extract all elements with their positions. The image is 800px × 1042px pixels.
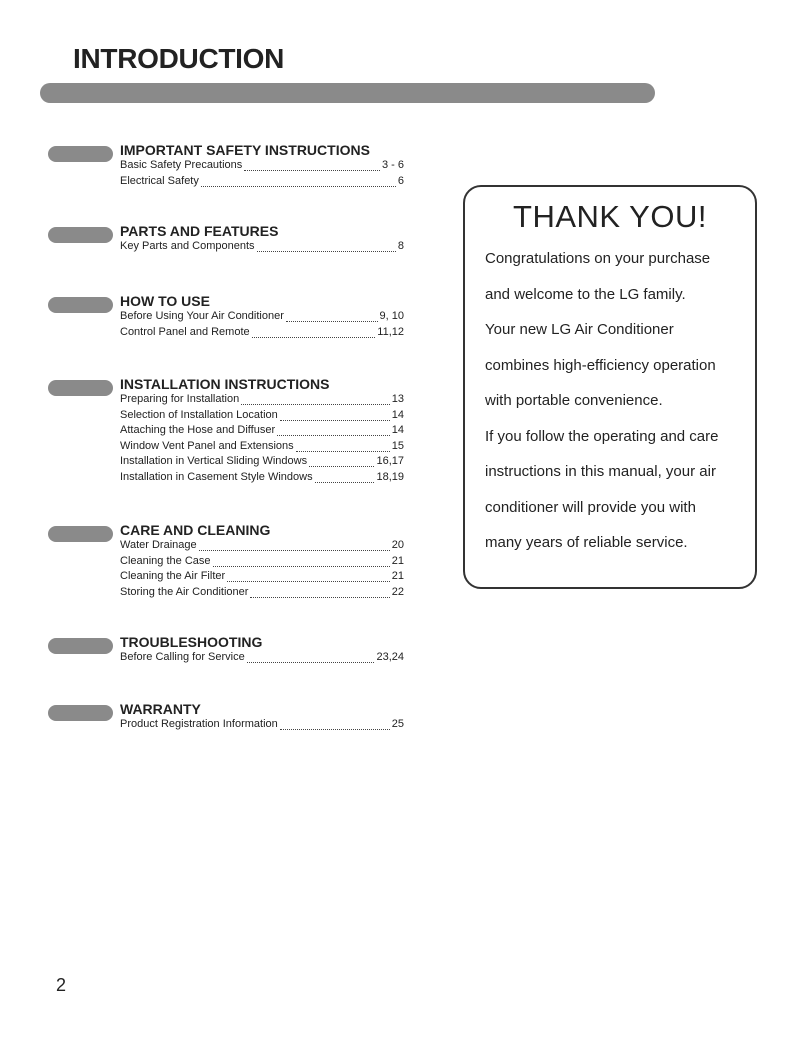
toc-entry [120, 539, 404, 555]
toc-entry-label: Cleaning the Air Filter [120, 570, 226, 582]
toc-entry-page: 14 [391, 408, 404, 421]
toc-entry-label: Selection of Installation Location [120, 408, 278, 421]
toc-entry-label: Before Calling for Service [120, 651, 245, 663]
dot-leader [309, 458, 374, 467]
section-pill [48, 297, 113, 313]
toc-entry [120, 651, 404, 667]
toc-entry-label: Basic Safety Precautions [120, 159, 243, 171]
dot-leader [286, 313, 378, 322]
toc-entry [120, 440, 404, 456]
thank-you-line: and welcome to the LG family. [485, 285, 686, 303]
toc-entry [120, 471, 404, 487]
toc-entry-page: 6 [397, 174, 404, 187]
toc-entry [120, 455, 404, 471]
dot-leader [241, 396, 390, 405]
toc-entry-label: Electrical Safety [120, 174, 199, 187]
toc-entry-page: 11,12 [377, 325, 404, 338]
dot-leader [244, 162, 380, 171]
thank-you-line: many years of reliable service. [485, 534, 688, 551]
toc-entry-page: 15 [391, 439, 404, 452]
dot-leader [250, 589, 389, 598]
toc-entry [120, 409, 404, 425]
toc-entry-page: 21 [391, 570, 404, 582]
toc-entry-label: Preparing for Installation [120, 393, 240, 405]
thank-you-line: Your new LG Air Conditioner [485, 321, 674, 338]
dot-leader [247, 654, 375, 663]
toc-entry [120, 718, 404, 734]
toc-entry [120, 555, 404, 571]
toc-entry-page: 25 [391, 718, 404, 730]
dot-leader [227, 573, 390, 582]
dot-leader [199, 542, 390, 551]
section-pill [48, 146, 113, 162]
toc-entry [120, 310, 404, 326]
dot-leader [213, 558, 390, 567]
dot-leader [280, 721, 390, 730]
dot-leader [277, 427, 390, 436]
section-heading: HOW TO USE [120, 293, 210, 309]
dot-leader [257, 243, 396, 252]
dot-leader [252, 329, 376, 338]
title-bar [40, 83, 655, 103]
toc-entry [120, 570, 404, 586]
toc-entry [120, 240, 404, 256]
toc-entry-label: Control Panel and Remote [120, 325, 250, 338]
toc-entry-label: Window Vent Panel and Extensions [120, 439, 294, 452]
toc-entry-page: 13 [391, 393, 404, 405]
thank-you-message [485, 250, 718, 570]
toc-entry-label: Cleaning the Case [120, 554, 211, 567]
toc-entry-page: 9, 10 [379, 310, 404, 322]
section-pill [48, 227, 113, 243]
toc-entry-label: Installation in Casement Style Windows [120, 470, 313, 483]
toc-entry-page: 8 [397, 240, 404, 252]
thank-you-line: with portable convenience. [485, 392, 663, 409]
toc-entry-label: Attaching the Hose and Diffuser [120, 424, 276, 436]
toc-entry-page: 20 [391, 539, 404, 551]
dot-leader [280, 412, 390, 421]
dot-leader [201, 178, 396, 187]
thank-you-title: THANK YOU! [513, 199, 707, 234]
section-pill [48, 638, 113, 654]
toc-entry-page: 16,17 [376, 455, 404, 467]
thank-you-line: If you follow the operating and care [485, 427, 719, 445]
toc-entry [120, 393, 404, 409]
section-pill [48, 380, 113, 396]
toc-entry-label: Product Registration Information [120, 718, 278, 730]
toc-entry-page: 3 - 6 [381, 159, 404, 171]
toc-entry [120, 175, 404, 191]
toc-entry [120, 586, 404, 602]
toc-entry-label: Before Using Your Air Conditioner [120, 310, 284, 322]
toc-entry-label: Key Parts and Components [120, 240, 255, 252]
section-pill [48, 526, 113, 542]
thank-you-line: combines high-efficiency operation [485, 356, 716, 374]
toc-entry-label: Installation in Vertical Sliding Windows [120, 455, 308, 467]
dot-leader [315, 474, 375, 483]
section-pill [48, 705, 113, 721]
thank-you-line: instructions in this manual, your air [485, 463, 716, 480]
thank-you-line: conditioner will provide you with [485, 498, 696, 516]
page-number: 2 [56, 975, 67, 995]
section-heading: IMPORTANT SAFETY INSTRUCTIONS [120, 142, 370, 158]
toc-entry-page: 18,19 [376, 470, 404, 483]
toc-entry-label: Storing the Air Conditioner [120, 585, 249, 598]
section-heading: CARE AND CLEANING [120, 522, 271, 538]
toc-entry [120, 326, 404, 342]
dot-leader [296, 443, 390, 452]
section-heading: INSTALLATION INSTRUCTIONS [120, 376, 330, 392]
thank-you-box [463, 185, 757, 589]
section-heading: PARTS AND FEATURES [120, 223, 279, 239]
toc-entry [120, 424, 404, 440]
toc-entry-label: Water Drainage [120, 539, 197, 551]
toc-entry-page: 14 [391, 424, 404, 436]
section-heading: WARRANTY [120, 701, 201, 717]
toc-entry-page: 21 [391, 554, 404, 567]
thank-you-line: Congratulations on your purchase [485, 250, 711, 267]
page-title: INTRODUCTION [73, 43, 285, 74]
toc-entry-page: 23,24 [376, 651, 404, 663]
section-heading: TROUBLESHOOTING [120, 634, 263, 650]
toc-entry-page: 22 [391, 585, 404, 598]
toc-entry [120, 159, 404, 175]
